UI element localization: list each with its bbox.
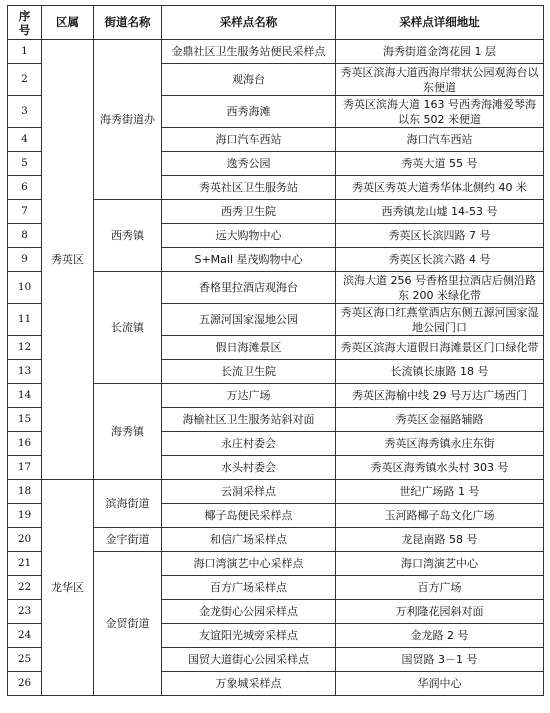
seq-cell: 21 bbox=[8, 552, 42, 576]
site-name-cell: 五源河国家湿地公园 bbox=[162, 304, 336, 336]
address-cell: 长流镇长康路 18 号 bbox=[336, 360, 544, 384]
site-name-cell: 万达广场 bbox=[162, 384, 336, 408]
document-page bbox=[7, 5, 543, 696]
district-cell: 龙华区 bbox=[42, 480, 94, 696]
site-name-cell: 万象城采样点 bbox=[162, 672, 336, 696]
address-cell: 秀英区秀英大道秀华体北侧约 40 米 bbox=[336, 176, 544, 200]
address-cell: 华润中心 bbox=[336, 672, 544, 696]
address-cell: 金龙路 2 号 bbox=[336, 624, 544, 648]
seq-cell: 5 bbox=[8, 152, 42, 176]
street-cell: 金贸街道 bbox=[94, 552, 162, 696]
address-cell: 百方广场 bbox=[336, 576, 544, 600]
address-cell: 龙昆南路 58 号 bbox=[336, 528, 544, 552]
table-row bbox=[8, 480, 544, 504]
site-name-cell: 水头村委会 bbox=[162, 456, 336, 480]
site-name-cell: 逸秀公园 bbox=[162, 152, 336, 176]
address-cell: 秀英区金福路辅路 bbox=[336, 408, 544, 432]
address-cell: 秀英区长滨六路 4 号 bbox=[336, 248, 544, 272]
address-cell: 秀英区海秀镇水头村 303 号 bbox=[336, 456, 544, 480]
address-cell: 万利隆花园斜对面 bbox=[336, 600, 544, 624]
seq-cell: 8 bbox=[8, 224, 42, 248]
header-address: 采样点详细地址 bbox=[336, 6, 544, 40]
table-row bbox=[8, 40, 544, 64]
address-cell: 秀英大道 55 号 bbox=[336, 152, 544, 176]
seq-cell: 18 bbox=[8, 480, 42, 504]
address-cell: 海口汽车西站 bbox=[336, 128, 544, 152]
header-street: 街道名称 bbox=[94, 6, 162, 40]
site-name-cell: 百方广场采样点 bbox=[162, 576, 336, 600]
site-name-cell: 椰子岛便民采样点 bbox=[162, 504, 336, 528]
seq-cell: 25 bbox=[8, 648, 42, 672]
address-cell: 秀英区海秀镇永庄东街 bbox=[336, 432, 544, 456]
district-cell: 秀英区 bbox=[42, 40, 94, 480]
seq-cell: 14 bbox=[8, 384, 42, 408]
address-cell: 世纪广场路 1 号 bbox=[336, 480, 544, 504]
site-name-cell: 远大购物中心 bbox=[162, 224, 336, 248]
site-name-cell: 云洞采样点 bbox=[162, 480, 336, 504]
seq-cell: 13 bbox=[8, 360, 42, 384]
site-name-cell: 西秀海滩 bbox=[162, 96, 336, 128]
street-cell: 金宇街道 bbox=[94, 528, 162, 552]
address-cell: 国贸路 3－1 号 bbox=[336, 648, 544, 672]
address-cell: 秀英区滨海大道 163 号西秀海滩爱琴海以东 502 米便道 bbox=[336, 96, 544, 128]
seq-cell: 10 bbox=[8, 272, 42, 304]
site-name-cell: S+Mall 星茂购物中心 bbox=[162, 248, 336, 272]
seq-cell: 12 bbox=[8, 336, 42, 360]
seq-cell: 17 bbox=[8, 456, 42, 480]
seq-cell: 11 bbox=[8, 304, 42, 336]
seq-cell: 24 bbox=[8, 624, 42, 648]
seq-cell: 7 bbox=[8, 200, 42, 224]
site-name-cell: 香格里拉酒店观海台 bbox=[162, 272, 336, 304]
header-seq: 序号 bbox=[8, 6, 42, 40]
address-cell: 秀英区海口红燕堂酒店东侧五源河国家湿地公园门口 bbox=[336, 304, 544, 336]
street-cell: 长流镇 bbox=[94, 272, 162, 384]
seq-cell: 16 bbox=[8, 432, 42, 456]
street-cell: 海秀镇 bbox=[94, 384, 162, 480]
street-cell: 西秀镇 bbox=[94, 200, 162, 272]
header-site-name: 采样点名称 bbox=[162, 6, 336, 40]
seq-cell: 19 bbox=[8, 504, 42, 528]
address-cell: 秀英区滨海大道西海岸带状公园观海台以东便道 bbox=[336, 64, 544, 96]
seq-cell: 9 bbox=[8, 248, 42, 272]
sampling-sites-table bbox=[7, 5, 544, 696]
seq-cell: 26 bbox=[8, 672, 42, 696]
seq-cell: 15 bbox=[8, 408, 42, 432]
site-name-cell: 假日海滩景区 bbox=[162, 336, 336, 360]
address-cell: 海秀街道金湾花园 1 层 bbox=[336, 40, 544, 64]
site-name-cell: 金鼎社区卫生服务站便民采样点 bbox=[162, 40, 336, 64]
address-cell: 滨海大道 256 号香格里拉酒店后侧沿路东 200 米绿化带 bbox=[336, 272, 544, 304]
site-name-cell: 海口湾演艺中心采样点 bbox=[162, 552, 336, 576]
seq-cell: 20 bbox=[8, 528, 42, 552]
address-cell: 海口湾演艺中心 bbox=[336, 552, 544, 576]
seq-cell: 22 bbox=[8, 576, 42, 600]
street-cell: 滨海街道 bbox=[94, 480, 162, 528]
site-name-cell: 海口汽车西站 bbox=[162, 128, 336, 152]
header-district: 区属 bbox=[42, 6, 94, 40]
address-cell: 秀英区滨海大道假日海滩景区门口绿化带 bbox=[336, 336, 544, 360]
site-name-cell: 和信广场采样点 bbox=[162, 528, 336, 552]
address-cell: 秀英区长滨四路 7 号 bbox=[336, 224, 544, 248]
address-cell: 秀英区海榆中线 29 号万达广场西门 bbox=[336, 384, 544, 408]
address-cell: 西秀镇龙山墟 14-53 号 bbox=[336, 200, 544, 224]
site-name-cell: 国贸大道街心公园采样点 bbox=[162, 648, 336, 672]
seq-cell: 23 bbox=[8, 600, 42, 624]
site-name-cell: 长流卫生院 bbox=[162, 360, 336, 384]
site-name-cell: 金龙街心公园采样点 bbox=[162, 600, 336, 624]
address-cell: 玉河路椰子岛文化广场 bbox=[336, 504, 544, 528]
seq-cell: 3 bbox=[8, 96, 42, 128]
seq-cell: 4 bbox=[8, 128, 42, 152]
site-name-cell: 西秀卫生院 bbox=[162, 200, 336, 224]
site-name-cell: 观海台 bbox=[162, 64, 336, 96]
site-name-cell: 永庄村委会 bbox=[162, 432, 336, 456]
seq-cell: 2 bbox=[8, 64, 42, 96]
site-name-cell: 海榆社区卫生服务站斜对面 bbox=[162, 408, 336, 432]
seq-cell: 6 bbox=[8, 176, 42, 200]
street-cell: 海秀街道办 bbox=[94, 40, 162, 200]
table-header-row bbox=[8, 6, 544, 40]
seq-cell: 1 bbox=[8, 40, 42, 64]
site-name-cell: 秀英社区卫生服务站 bbox=[162, 176, 336, 200]
site-name-cell: 友谊阳光城旁采样点 bbox=[162, 624, 336, 648]
